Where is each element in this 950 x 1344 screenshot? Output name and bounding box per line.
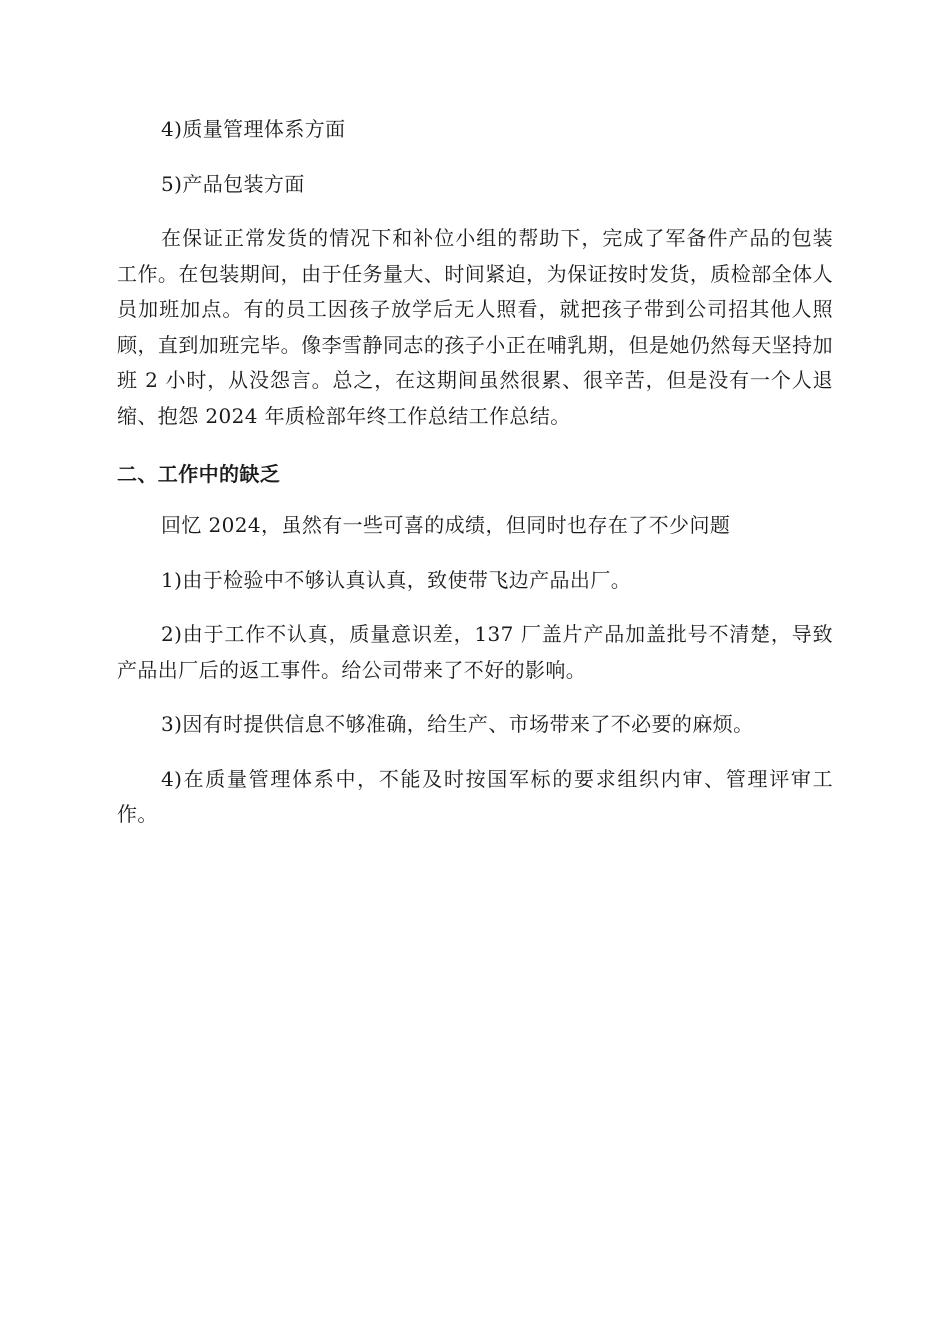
list-item-issue-3: 3)因有时提供信息不够准确，给生产、市场带来了不必要的麻烦。 — [161, 712, 754, 736]
list-item-issue-1: 1)由于检验中不够认真认真，致使带飞边产品出厂。 — [161, 567, 632, 592]
list-item-issue-2: 2)由于工作不认真，质量意识差，137 厂盖片产品加盖批号不清楚，导致产品出厂后的返工事件。给公司带来了不好的影响。 — [117, 622, 833, 682]
list-item-quality-system: 4)质量管理体系方面 — [161, 117, 346, 141]
body-paragraph-review: 回忆 2024，虽然有一些可喜的成绩，但同时也存在了不少问题 — [161, 513, 731, 537]
body-paragraph-packaging-work: 在保证正常发货的情况下和补位小组的帮助下，完成了军备件产品的包装工作。在包装期间，由于任务量大、时间紧迫，为保证按时发货，质检部全体人员加班加点。有的员工因孩子放学后无人照看，就把孩子带到公司招其他人照顾，直到加班完毕。像李雪静同志的孩子小正在哺乳期，但是她仍然每天坚持加班 2 小时，从没怨言。总之，在这期间虽然很累、很辛苦，但是没有一个人退缩、抱怨 2024 年质检部年终工作总结工作总结。 — [117, 226, 833, 428]
document-page — [117, 112, 833, 852]
list-item-issue-4: 4)在质量管理体系中，不能及时按国军标的要求组织内审、管理评审工作。 — [117, 766, 833, 826]
list-item-packaging: 5)产品包装方面 — [161, 171, 305, 196]
section-heading: 二、工作中的缺乏 — [117, 462, 281, 486]
